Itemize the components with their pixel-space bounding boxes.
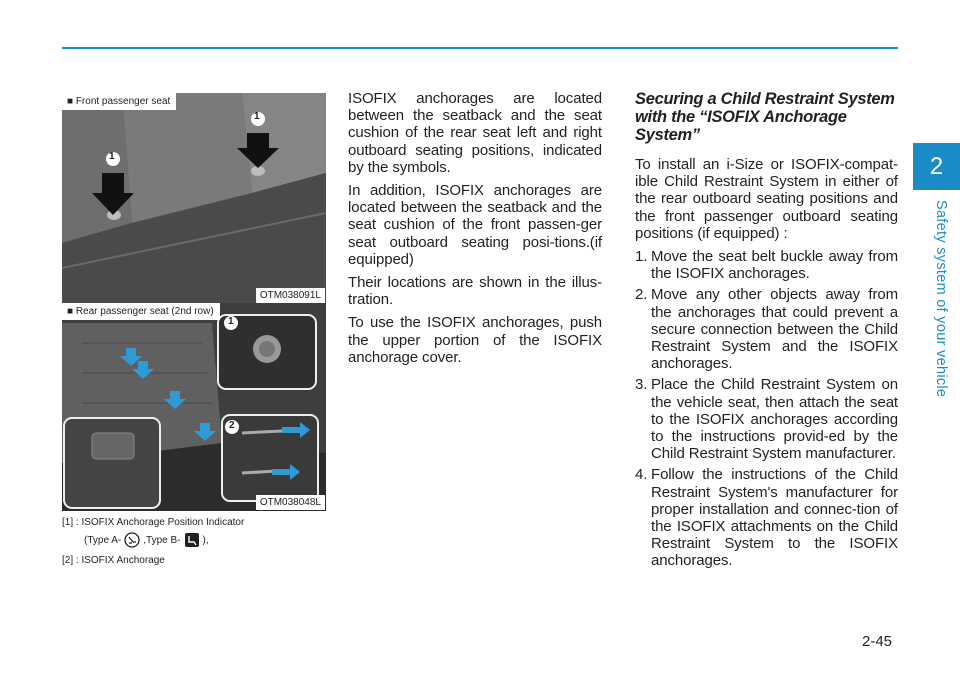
step-number: 2. bbox=[635, 286, 648, 304]
step-number: 4. bbox=[635, 466, 648, 484]
paragraph: ISOFIX anchorages are located between the seatback and the seat cushion of the rear seat left and right outboard seating positions, indicated by the symbols. bbox=[348, 90, 602, 176]
rear-seat-illustration bbox=[62, 303, 326, 511]
callout-number: 2 bbox=[229, 420, 235, 431]
callout-number: 1 bbox=[109, 151, 115, 162]
middle-column bbox=[348, 90, 602, 372]
chapter-title: Safety system of your vehicle bbox=[933, 200, 949, 398]
chapter-number-tab: 2 bbox=[913, 143, 960, 190]
figure-code: OTM038091L bbox=[256, 288, 325, 303]
right-column bbox=[635, 90, 898, 574]
figure-code: OTM038048L bbox=[256, 495, 325, 510]
callout-number: 1 bbox=[228, 316, 234, 327]
top-rule bbox=[62, 47, 898, 49]
isofix-type-b-icon bbox=[184, 532, 200, 548]
paragraph: To install an i-Size or ISOFIX-compat-ible Child Restraint System in either of the rear outboard seating positions and the front passenger outboard seating positions (if equipped) : bbox=[635, 156, 898, 242]
figure-caption: ■ Rear passenger seat (2nd row) bbox=[62, 303, 220, 320]
step-number: 1. bbox=[635, 248, 648, 266]
step-text: Move any other objects away from the anchorages that could prevent a secure connection between the Child Restraint System and the ISOFIX anchorages. bbox=[651, 286, 898, 373]
callout-number: 1 bbox=[254, 111, 260, 122]
section-heading: Securing a Child Restraint System with the “ISOFIX Anchorage System” bbox=[635, 90, 895, 144]
rear-seat-photo bbox=[62, 303, 326, 511]
page-number: 2-45 bbox=[862, 633, 893, 650]
paragraph: Their locations are shown in the illus-tration. bbox=[348, 274, 602, 309]
legend-close-text: ), bbox=[202, 534, 209, 546]
legend-item-2: [2] : ISOFIX Anchorage bbox=[62, 555, 165, 566]
legend-item-1: [1] : ISOFIX Anchorage Position Indicator bbox=[62, 517, 245, 528]
paragraph: To use the ISOFIX anchorages, push the upper portion of the ISOFIX anchorage cover. bbox=[348, 314, 602, 366]
legend-type-a-text: (Type A- bbox=[84, 534, 122, 546]
list-item bbox=[635, 376, 898, 462]
paragraph: In addition, ISOFIX anchorages are located between the seatback and the seat cushion of the front passen-ger seat outboard seating posi-tions.(if equipped) bbox=[348, 182, 602, 268]
list-item bbox=[635, 248, 898, 282]
step-text: Follow the instructions of the Child Restraint System's manufacturer for proper installation and connec-tion of the ISOFIX attachments on the Child Restraint System to the ISOFIX anchorages. bbox=[651, 466, 898, 570]
front-seat-photo bbox=[62, 93, 326, 304]
isofix-type-a-icon bbox=[124, 532, 140, 548]
step-number: 3. bbox=[635, 376, 648, 394]
legend-type-b-text: ,Type B- bbox=[143, 534, 181, 546]
step-text: Move the seat belt buckle away from the ISOFIX anchorages. bbox=[651, 248, 898, 283]
figure-caption: ■ Front passenger seat bbox=[62, 93, 176, 110]
list-item bbox=[635, 286, 898, 372]
legend-item-1-detail bbox=[84, 532, 209, 548]
front-seat-illustration bbox=[62, 93, 326, 304]
list-item bbox=[635, 466, 898, 569]
step-text: Place the Child Restraint System on the vehicle seat, then attach the seat to the ISOFIX anchorages according to the instructions provid-ed by the Child Restraint System manufacturer. bbox=[651, 376, 898, 463]
